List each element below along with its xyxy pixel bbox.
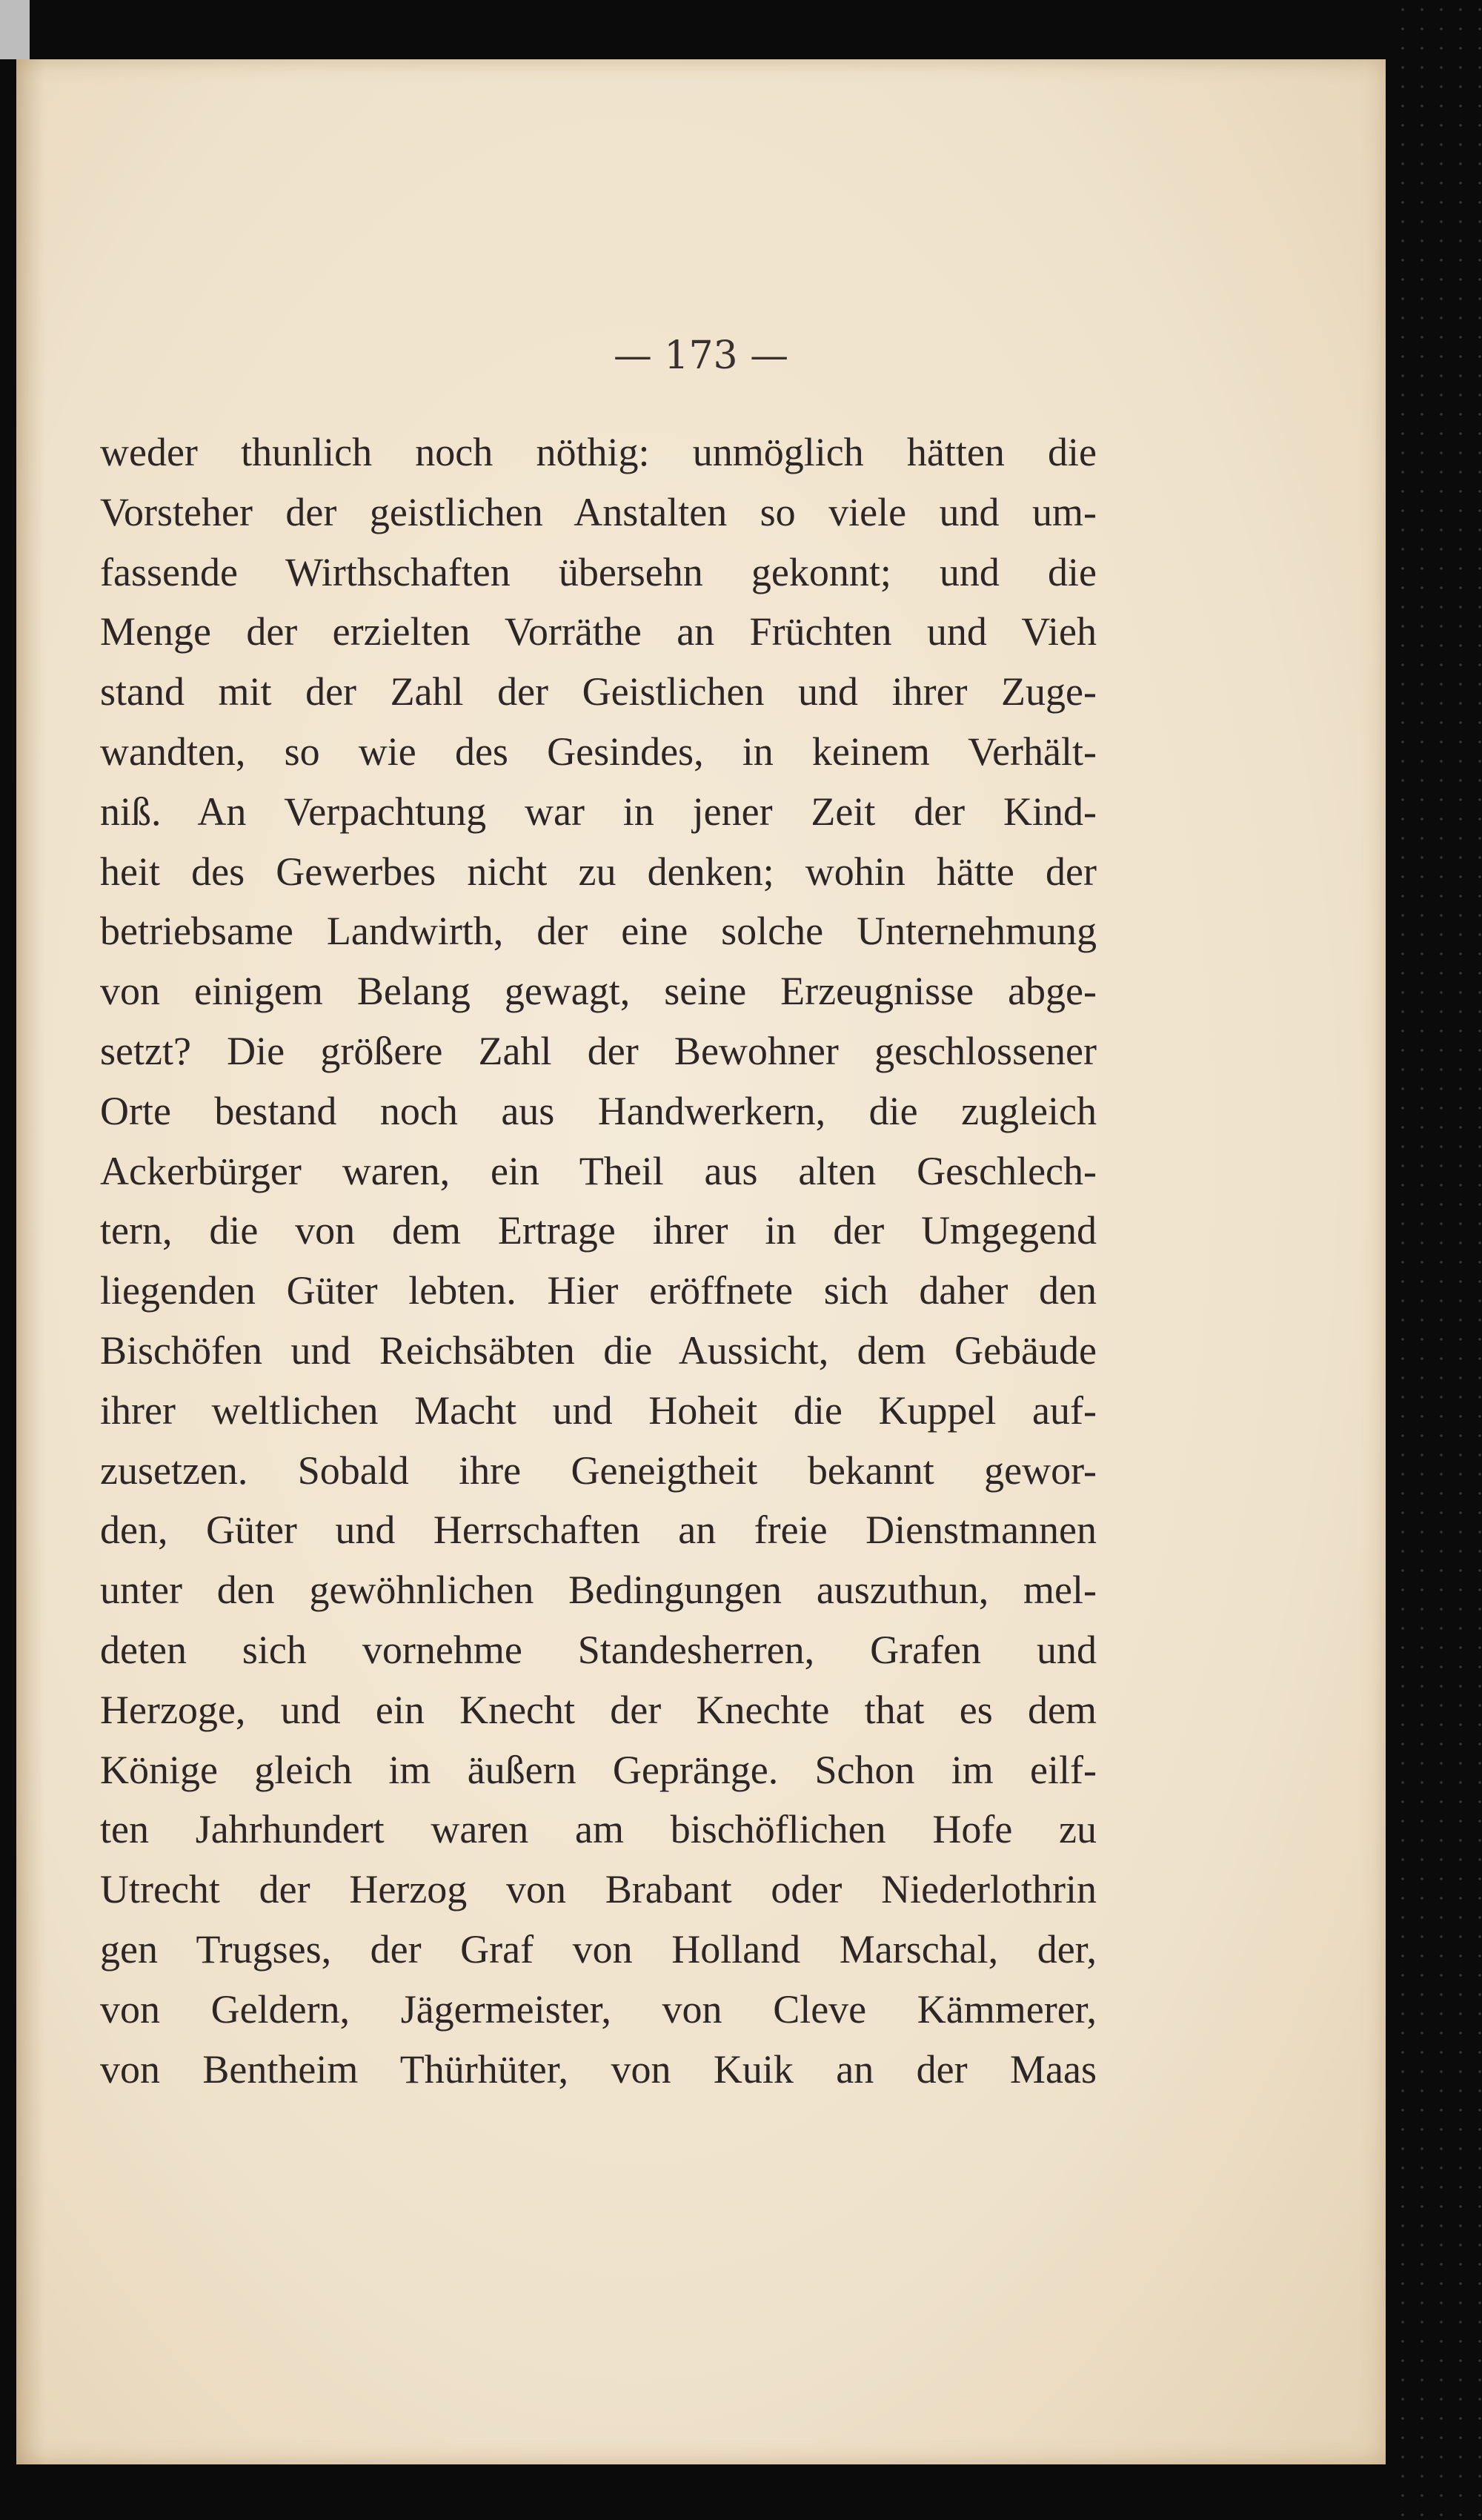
text-line: liegenden Güter lebten. Hier eröffnete sich daher den — [100, 1268, 1097, 1313]
text-line: Menge der erzielten Vorräthe an Früchten und Vieh — [100, 609, 1097, 654]
text-line: von einigem Belang gewagt, seine Erzeugnisse abge- — [100, 969, 1097, 1014]
text-line: den, Güter und Herrschaften an freie Dienstmannen — [100, 1508, 1097, 1553]
text-line: weder thunlich noch nöthig: unmöglich hätten die — [100, 430, 1097, 474]
text-line: fassende Wirthschaften übersehn gekonnt; und die — [100, 549, 1097, 594]
text-line: stand mit der Zahl der Geistlichen und ihrer Zuge- — [100, 669, 1097, 714]
page-edge-shadow — [16, 59, 46, 2464]
text-line: Bischöfen und Reichsäbten die Aussicht, dem Gebäude — [100, 1327, 1097, 1373]
text-line: heit des Gewerbes nicht zu denken; wohin hätte der — [100, 849, 1097, 894]
text-line: von Geldern, Jägermeister, von Cleve Kämmerer, — [100, 1986, 1097, 2032]
text-line: zusetzen. Sobald ihre Geneigtheit bekannt gewor- — [100, 1448, 1097, 1493]
text-line: von Bentheim Thürhüter, von Kuik an der Maas — [100, 2046, 1097, 2092]
book-page — [16, 59, 1386, 2464]
text-line: Vorsteher der geistlichen Anstalten so viele und um- — [100, 489, 1097, 534]
text-line: ihrer weltlichen Macht und Hoheit die Kuppel auf- — [100, 1387, 1097, 1433]
text-line: Utrecht der Herzog von Brabant oder Niederlothrin — [100, 1867, 1097, 1912]
text-line: betriebsame Landwirth, der eine solche Unternehmung — [100, 909, 1097, 954]
page-number: — 173 — — [613, 334, 789, 378]
body-text — [100, 422, 1097, 2099]
text-line: gen Trugses, der Graf von Holland Marschal, der, — [100, 1926, 1097, 1972]
text-line: tern, die von dem Ertrage ihrer in der Umgegend — [100, 1208, 1097, 1253]
scan-background-texture — [1393, 0, 1482, 2520]
text-line: wandten, so wie des Gesindes, in keinem Verhält- — [100, 729, 1097, 774]
text-line: Herzoge, und ein Knecht der Knechte that es dem — [100, 1687, 1097, 1732]
text-line: unter den gewöhnlichen Bedingungen auszuthun, mel- — [100, 1568, 1097, 1613]
text-line: Ackerbürger waren, ein Theil aus alten Geschlech- — [100, 1148, 1097, 1193]
text-line: Orte bestand noch aus Handwerkern, die zugleich — [100, 1088, 1097, 1133]
scan-edge-strip — [0, 0, 30, 59]
text-line: deten sich vornehme Standesherren, Grafen und — [100, 1627, 1097, 1672]
text-line: setzt? Die größere Zahl der Bewohner geschlossener — [100, 1028, 1097, 1073]
text-line: Könige gleich im äußern Gepränge. Schon im eilf- — [100, 1747, 1097, 1792]
text-line: niß. An Verpachtung war in jener Zeit der Kind- — [100, 789, 1097, 834]
text-line: ten Jahrhundert waren am bischöflichen Hofe zu — [100, 1807, 1097, 1852]
